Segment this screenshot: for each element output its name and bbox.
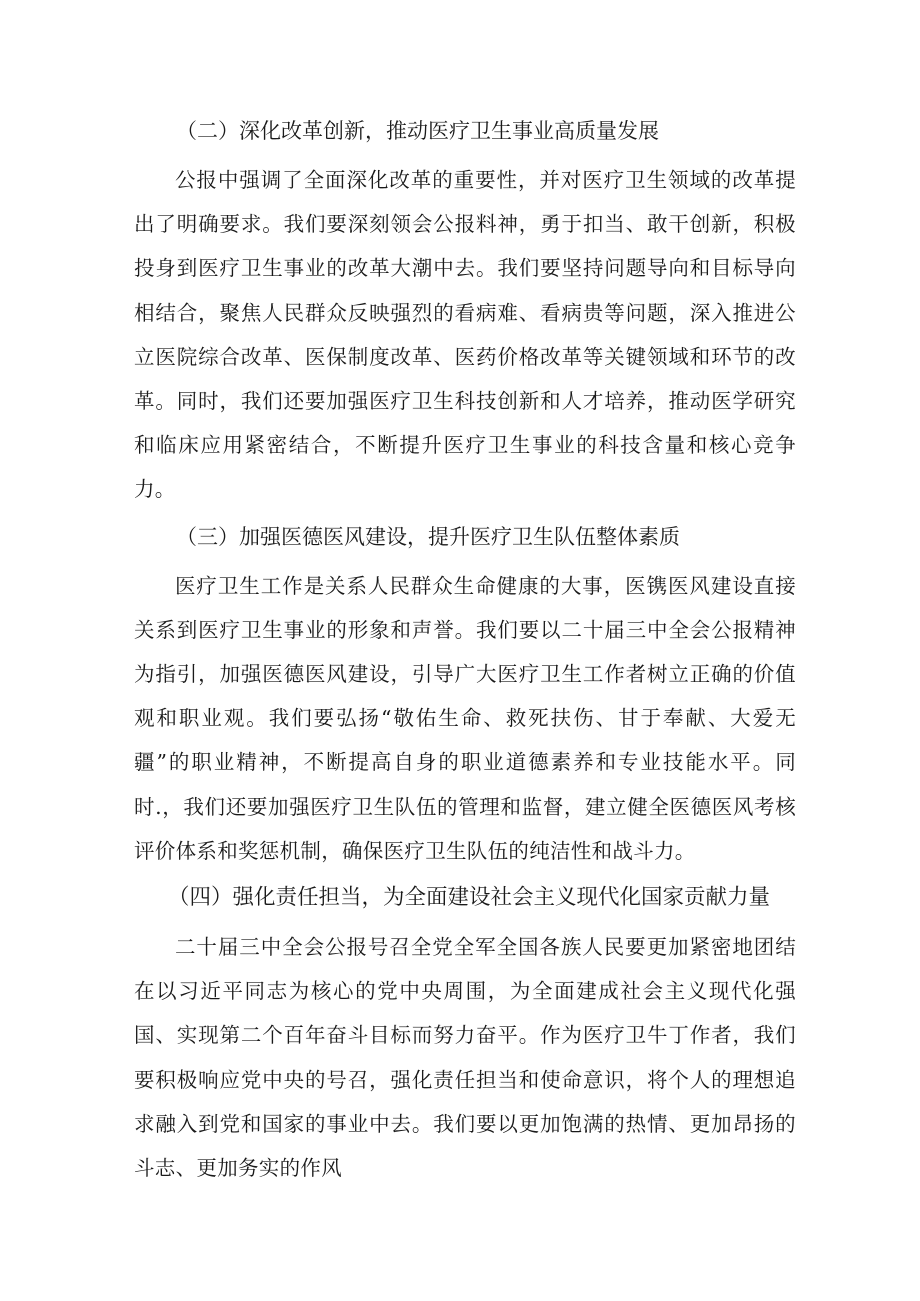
section-heading-4: （四）强化责任担当，为全面建设社会主义现代化国家贡献力量 (168, 885, 771, 911)
section-heading-2: （二）深化改革创新，推动医疗卫生事业高质量发展 (176, 119, 659, 143)
section-heading-3: （三）加强医德医风建设，提升医疗卫生队伍整体素质 (176, 524, 680, 549)
section-paragraph-4: 二十届三中全会公报号召全党全军全国各族人民要更加紧密地团结在以习近平同志为核心的党中央周围，为全面建成社会主义现代化强国、实现第二个百年奋斗目标而努力奋平。作为医疗卫牛丁作者，我们要积极响应党中央的号召，强化责任担当和使命意识，将个人的理想追求融入到党和国家的事业中去。我们要以更加饱满的热情、更加昂扬的斗志、更加务实的作风 (134, 935, 796, 1181)
document-body (134, 112, 796, 1196)
section-paragraph-2: 公报中强调了全面深化改革的重要性，并对医疗卫生领域的改革提出了明确要求。我们要深刻领会公报料神，勇于扣当、敢干创新，积极投身到医疗卫生事业的改革大潮中去。我们要坚持问题导向和目标导向相结合，聚焦人民群众反映强烈的看病难、看病贵等问题，深入推进公立医院综合改革、医保制度改革、医药价格改革等关键领域和环节的改革。同时，我们还要加强医疗卫生科技创新和人才培养，推动医学研究和临床应用紧密结合，不断提升医疗卫生事业的科技含量和核心竞争力。 (134, 168, 796, 502)
section-paragraph-3: 医疗卫生工作是关系人民群众生命健康的大事，医镌医风建设直接关系到医疗卫生事业的形象和声誉。我们要以二十届三中全会公报精神为指引，加强医德医风建设，引导广大医疗卫生工作者树立正确的价值观和职业观。我们要弘扬“敬佑生命、救死扶伤、甘于奉献、大爱无疆”的职业精神，不断提高自身的职业道德素养和专业技能水平。同时.，我们还要加强医疗卫生队伍的管理和监督，建立健全医德医风考核评价体系和奖惩机制，确保医疗卫生队伍的纯洁性和战斗力。 (134, 573, 796, 863)
